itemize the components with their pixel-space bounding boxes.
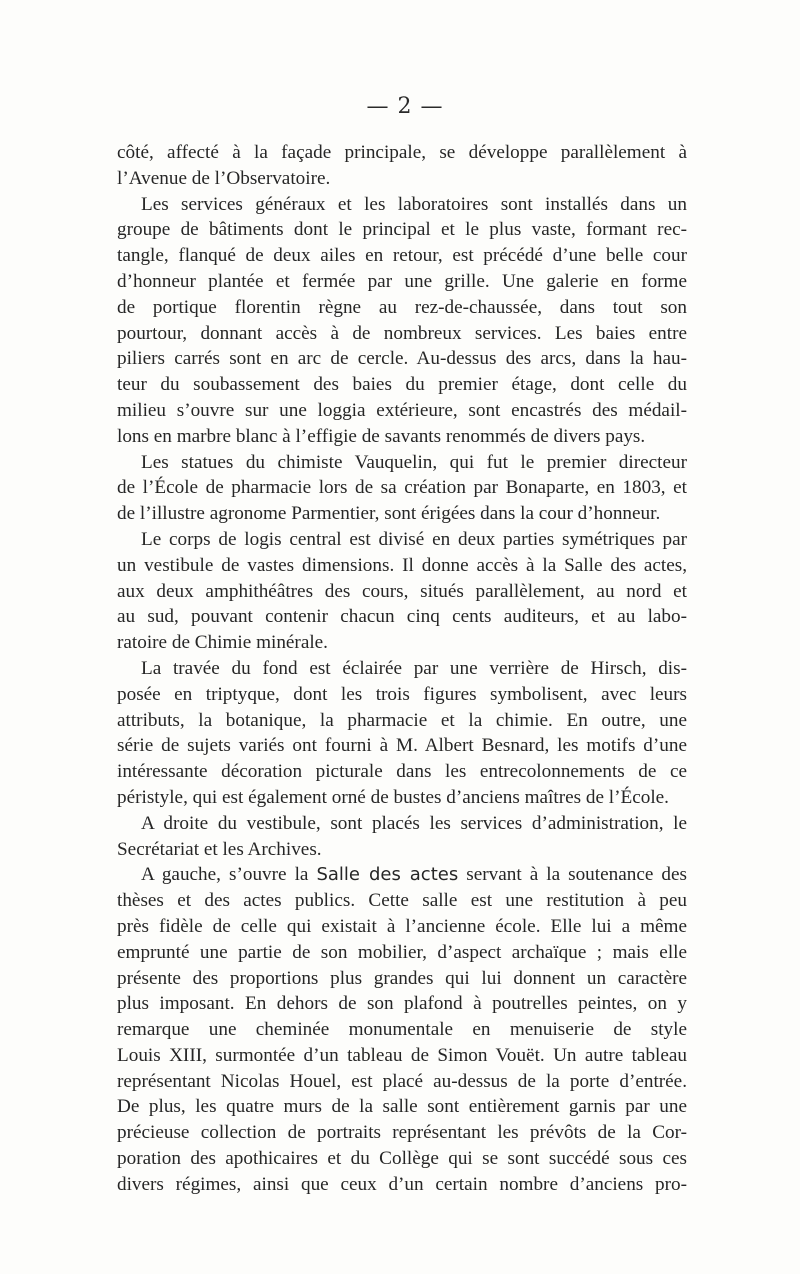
- text-line: pourtour, donnant accès à de nombreux services. Les baies entre: [117, 322, 687, 344]
- text-line: représentant Nicolas Houel, est placé au-dessus de la porte d’entrée.: [117, 1070, 687, 1092]
- text-line: lons en marbre blanc à l’effigie de savants renommés de divers pays.: [117, 425, 646, 447]
- text-line: De plus, les quatre murs de la salle sont entièrement garnis par une: [117, 1096, 687, 1118]
- text-line: A gauche, s’ouvre la Salle des actes servant à la soutenance des: [141, 864, 687, 886]
- text-line: teur du soubassement des baies du premier étage, dont celle du: [117, 374, 687, 396]
- text-line: attributs, la botanique, la pharmacie et la chimie. En outre, une: [117, 709, 687, 731]
- text-line: Louis XIII, surmontée d’un tableau de Simon Vouët. Un autre tableau: [117, 1044, 687, 1066]
- emphasized-term: Salle des actes: [316, 864, 459, 886]
- text-line: intéressante décoration picturale dans les entrecolonnements de ce: [117, 761, 687, 783]
- text-line: aux deux amphithéâtres des cours, situés parallèlement, au nord et: [117, 580, 687, 602]
- text-line: côté, affecté à la façade principale, se développe parallèlement à: [117, 142, 687, 163]
- text-line: de portique florentin règne au rez-de-chaussée, dans tout son: [117, 296, 687, 318]
- text-line: groupe de bâtiments dont le principal et le plus vaste, formant rec-: [117, 219, 687, 241]
- text-line: présente des proportions plus grandes qui lui donnent un caractère: [117, 967, 687, 989]
- text-line: près fidèle de celle qui existait à l’ancienne école. Elle lui a même: [117, 915, 687, 937]
- text-line: au sud, pouvant contenir chacun cinq cents auditeurs, et au labo-: [117, 606, 687, 628]
- text-line: tangle, flanqué de deux ailes en retour, est précédé d’une belle cour: [117, 245, 687, 267]
- text-line: précieuse collection de portraits représentant les prévôts de la Cor-: [117, 1122, 687, 1144]
- text-line: Secrétariat et les Archives.: [117, 838, 322, 860]
- text-line: poration des apothicaires et du Collège qui se sont succédé sous ces: [117, 1148, 687, 1170]
- text-line: d’honneur plantée et fermée par une grille. Une galerie en forme: [117, 270, 687, 292]
- text-line: de l’illustre agronome Parmentier, sont érigées dans la cour d’honneur.: [117, 503, 661, 525]
- text-line: l’Avenue de l’Observatoire.: [117, 167, 331, 189]
- text-line: ratoire de Chimie minérale.: [117, 632, 328, 654]
- text-line: Les statues du chimiste Vauquelin, qui fut le premier directeur: [141, 451, 687, 473]
- text-line: thèses et des actes publics. Cette salle est une restitution à peu: [117, 890, 687, 912]
- body-text: [117, 140, 687, 1198]
- text-line: remarque une cheminée monumentale en menuiserie de style: [117, 1019, 687, 1041]
- text-line: de l’École de pharmacie lors de sa création par Bonaparte, en 1803, et: [117, 477, 687, 499]
- text-line: Les services généraux et les laboratoires sont installés dans un: [141, 193, 687, 215]
- text-line: Le corps de logis central est divisé en deux parties symétriques par: [141, 528, 687, 550]
- text-line: piliers carrés sont en arc de cercle. Au-dessus des arcs, dans la hau-: [117, 348, 687, 370]
- text-line: série de sujets variés ont fourni à M. Albert Besnard, les motifs d’une: [117, 735, 687, 757]
- text-line: La travée du fond est éclairée par une verrière de Hirsch, dis-: [141, 657, 687, 679]
- text-line: posée en triptyque, dont les trois figures symbolisent, avec leurs: [117, 683, 687, 705]
- text-line: divers régimes, ainsi que ceux d’un certain nombre d’anciens pro-: [117, 1173, 687, 1195]
- text-line: emprunté une partie de son mobilier, d’aspect archaïque ; mais elle: [117, 941, 687, 963]
- text-line: péristyle, qui est également orné de bustes d’anciens maîtres de l’École.: [117, 786, 669, 808]
- text-line: milieu s’ouvre sur une loggia extérieure, sont encastrés des médail-: [117, 399, 687, 421]
- page-number-header: — 2 —: [366, 94, 444, 119]
- text-line: un vestibule de vastes dimensions. Il donne accès à la Salle des actes,: [117, 554, 687, 576]
- text-line: A droite du vestibule, sont placés les services d’administration, le: [141, 812, 687, 834]
- text-line: plus imposant. En dehors de son plafond à poutrelles peintes, on y: [117, 993, 687, 1015]
